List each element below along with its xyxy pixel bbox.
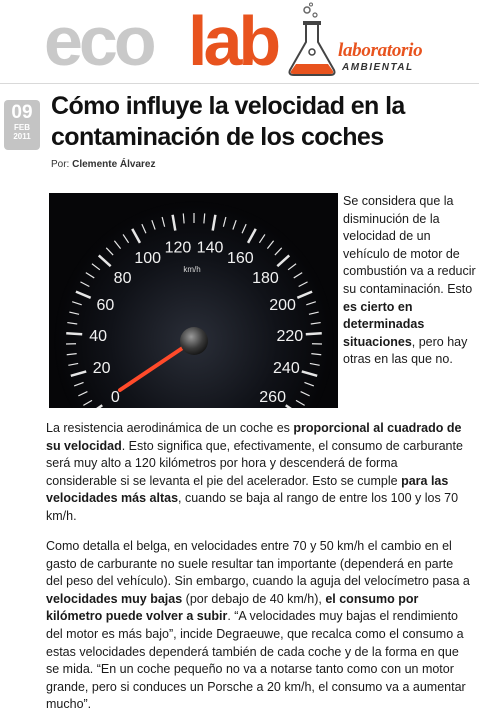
p3-text-2: (por debajo de 40 km/h), <box>182 592 325 606</box>
date-day: 09 <box>4 100 40 123</box>
p3-bold-2: el consumo por kilómetro puede volver a subir <box>46 592 418 624</box>
speedometer-label: 180 <box>252 270 279 287</box>
p3-text-3: . “A velocidades muy bajas el rendimiento del motor es más bajo”, incide Degraeuwe, que recalca como el consumo a estas velocidades dependerá también de cada coche y de la forma en que se mida. “En un coche pequeño no va a notarse tanto como con un motor grande, pero si conduces un Porsche a 20 km/h, el consumo va a aumentar mucho”. <box>46 609 466 711</box>
intro-paragraph <box>343 193 476 369</box>
p3-bold-1: velocidades muy bajas <box>46 592 182 606</box>
post-title[interactable]: Cómo influye la velocidad en la contaminación de los coches <box>51 91 471 153</box>
speedometer-label: 140 <box>197 239 224 256</box>
p2-bold-1: proporcional al cuadrado de su velocidad <box>46 421 461 453</box>
speedometer-photo <box>49 193 338 408</box>
intro-bold-1: es cierto en determinadas situaciones <box>343 300 424 349</box>
byline-prefix: Por: <box>51 159 69 170</box>
speedometer-label: 80 <box>114 270 132 287</box>
speedometer-major-tick <box>306 333 322 334</box>
logo-subtitle: laboratorio <box>338 40 422 62</box>
logo-lab-text[interactable]: lab <box>188 6 277 76</box>
flask-icon <box>284 2 340 78</box>
speedometer-label: 20 <box>93 360 111 377</box>
speedometer-label: 60 <box>97 297 115 314</box>
speedometer-label: 160 <box>227 250 254 267</box>
intro-text-1: Se considera que la disminución de la velocidad de un vehículo de motor de combustión va a reducir su contaminación. Esto <box>343 194 476 296</box>
date-badge <box>4 100 40 150</box>
speedometer-unit: km/h <box>183 265 200 274</box>
date-month: FEB <box>4 123 40 132</box>
speedometer-label: 260 <box>259 389 286 406</box>
byline <box>51 159 156 170</box>
speedometer-label: 120 <box>165 239 192 256</box>
speedometer-label: 100 <box>134 250 161 267</box>
speedometer-major-tick <box>66 333 82 334</box>
paragraph-aerodynamics <box>46 420 471 526</box>
p2-text-1: La resistencia aerodinámica de un coche es <box>46 421 293 435</box>
header-divider <box>0 83 479 84</box>
p2-text-2: . Esto significa que, efectivamente, el consumo de carburante será muy alto a 120 kilómetros por hora y descenderá de forma considerable si se levanta el pie del acelerador. Esto se cumple <box>46 439 463 488</box>
intro-text-2: , pero hay otras en las que no. <box>343 335 467 367</box>
site-header <box>0 0 479 85</box>
speedometer-label: 240 <box>273 360 300 377</box>
speedometer-label: 40 <box>89 328 107 345</box>
paragraph-low-speeds <box>46 538 471 714</box>
author-link[interactable]: Clemente Álvarez <box>72 159 155 170</box>
p2-bold-2: para las velocidades más altas <box>46 474 448 506</box>
logo-subtitle-ambiental: AMBIENTAL <box>342 62 414 73</box>
speedometer-label: 220 <box>276 328 303 345</box>
date-year: 2011 <box>4 132 40 141</box>
speedometer-hub <box>180 327 208 355</box>
speedometer-image <box>49 193 338 408</box>
p2-text-3: , cuando se baja al rango de entre los 100 y los 70 km/h. <box>46 491 458 523</box>
p3-text-1: Como detalla el belga, en velocidades entre 70 y 50 km/h el cambio en el gasto de carburante no suele resultar tan importante (dependerá en parte del peso del vehículo). Sin embargo, cuando la aguja del velocímetro pasa a <box>46 539 470 588</box>
logo-eco-text[interactable]: eco <box>44 6 153 76</box>
speedometer-minor-tick <box>183 213 184 223</box>
speedometer-label: 200 <box>269 297 296 314</box>
speedometer-label: 0 <box>111 389 120 406</box>
speedometer-minor-tick <box>204 213 205 223</box>
